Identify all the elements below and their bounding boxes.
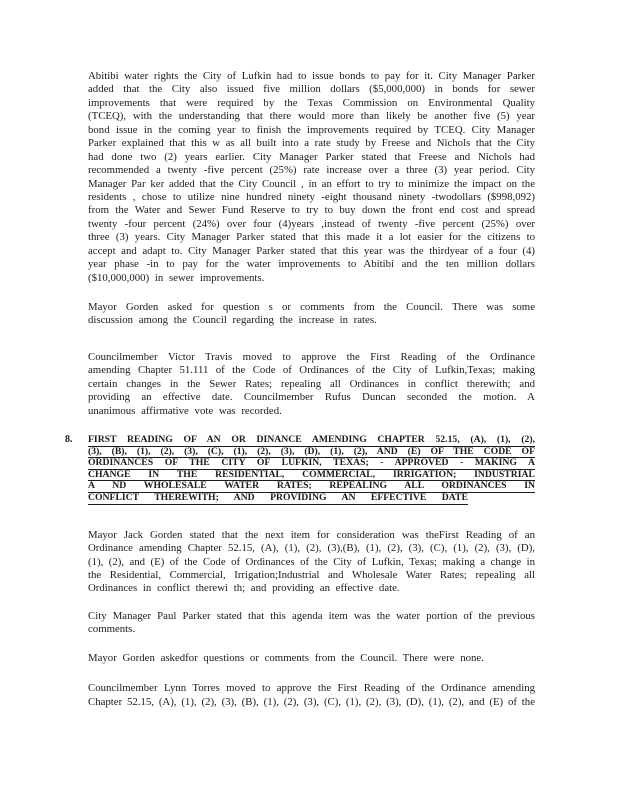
agenda-item-number: 8. bbox=[65, 434, 73, 446]
heading-line: A ND WHOLESALE WATER RATES; REPEALING ALL ORDINANCES IN bbox=[88, 480, 535, 492]
text-line: (1), (2), and (E) of the Code of Ordinances of the City of Lufkin, Texas; making a change in bbox=[88, 555, 535, 568]
text-line: Manager Par ker added that the City Council , in an effort to try to minimize the impact on the bbox=[88, 177, 535, 190]
text-line: accept and adapt to. City Manager Parker stated that this year was the thirdyear of a four (4) bbox=[88, 244, 535, 257]
text-line: Mayor Gorden askedfor questions or comments from the Council. There were none. bbox=[88, 651, 484, 664]
text-line: the Residential, Commercial, Irrigation;Industrial and Wholesale Water Rates; repealing all bbox=[88, 568, 535, 581]
text-line: Ordinances in conflict therewi th; and providing an effective date. bbox=[88, 582, 400, 595]
text-line: bond issue in the coming year to finish the improvements required by TCEQ. City Manager bbox=[88, 123, 535, 136]
paragraph-gorden-no-comments bbox=[88, 652, 535, 665]
paragraph-torres-motion-water-rates bbox=[88, 682, 535, 709]
text-line: discussion among the Council regarding the increase in rates. bbox=[88, 314, 377, 327]
text-line: (TCEQ), with the understanding that there would more than likely be another five (5) year bbox=[88, 110, 535, 123]
text-line: providing an effective date. Councilmember Rufus Duncan seconded the motion. A bbox=[88, 391, 535, 404]
text-line: had done two (2) years earlier. City Manager Parker stated that Freese and Nichols had bbox=[88, 150, 535, 163]
text-line: comments. bbox=[88, 623, 136, 636]
paragraph-gorden-next-item-water-rates bbox=[88, 529, 535, 596]
text-line: unanimous affirmative vote was recorded. bbox=[88, 404, 282, 417]
text-line: residents , chose to utilize nine hundred ninety -eight thousand ninety -twodollars ($998,092) bbox=[88, 190, 535, 203]
text-line: year phase -in to pay for the water improvements to Abitibi and the ten million dollars bbox=[88, 258, 535, 271]
heading-line: CONFLICT THEREWITH; AND PROVIDING AN EFFECTIVE DATE bbox=[88, 492, 468, 504]
paragraph-travis-motion-sewer-rates bbox=[88, 351, 535, 418]
text-line: three (3) years. City Manager Parker stated that this made it a lot easier for the citizens to bbox=[88, 231, 535, 244]
paragraph-water-sewer-bonds bbox=[88, 70, 535, 285]
text-line: added that the City also issued five million dollars ($5,000,000) in bonds for sewer bbox=[88, 83, 535, 96]
text-line: ($10,000,000) in sewer improvements. bbox=[88, 271, 265, 284]
paragraph-parker-water-portion bbox=[88, 610, 535, 637]
paragraph-mayor-questions-rates bbox=[88, 301, 535, 328]
text-line: recommended a twenty -five percent (25%) rate increase over a three (3) year period. City bbox=[88, 164, 535, 177]
text-line: Councilmember Victor Travis moved to approve the First Reading of the Ordinance bbox=[88, 350, 535, 363]
text-line: City Manager Paul Parker stated that this agenda item was the water portion of the previous bbox=[88, 609, 535, 622]
text-line: amending Chapter 51.111 of the Code of Ordinances of the City of Lufkin,Texas; making bbox=[88, 364, 535, 377]
text-line: Mayor Gorden asked for question s or comments from the Council. There was some bbox=[88, 301, 535, 313]
text-line: Councilmember Lynn Torres moved to approve the First Reading of the Ordinance amending bbox=[88, 682, 535, 695]
document-body bbox=[65, 0, 535, 709]
text-line: certain changes in the Sewer Rates; repealing all Ordinances in conflict therewith; and bbox=[88, 377, 535, 390]
text-line: Mayor Jack Gorden stated that the next item for consideration was theFirst Reading of an bbox=[88, 528, 535, 541]
text-line: from the Water and Sewer Fund Reserve to try to buy down the front end cost and spread bbox=[88, 204, 535, 217]
heading-line: FIRST READING OF AN OR DINANCE AMENDING CHAPTER 52.15, (A), (1), (2), bbox=[88, 434, 535, 446]
text-line: twenty -four percent (24%) over four (4)years ,instead of twenty -five percent (25%) over bbox=[88, 217, 535, 230]
text-line: Parker explained that this w as all built into a rate study by Freese and Nichols that the City bbox=[88, 137, 535, 150]
text-line: Chapter 52.15, (A), (1), (2), (3), (B), (1), (2), (3), (C), (1), (2), (3), (D), (1), (2), and (E) of the bbox=[88, 695, 535, 708]
text-line: Abitibi water rights the City of Lufkin had to issue bonds to pay for it. City Manager Parker bbox=[88, 70, 535, 82]
heading-line: CHANGE IN THE RESIDENTIAL, COMMERCIAL, IRRIGATION; INDUSTRIAL bbox=[88, 468, 535, 480]
text-line: Ordinance amending Chapter 52.15, (A), (1), (2), (3),(B), (1), (2), (3), (C), (1), (2), (3), (D), bbox=[88, 542, 535, 555]
heading-line: ORDINANCES OF THE CITY OF LUFKIN, TEXAS; - APPROVED - MAKING A bbox=[88, 457, 535, 469]
heading-line: (3), (B), (1), (2), (3), (C), (1), (2), (3), (D), (1), (2), AND (E) OF THE CODE OF bbox=[88, 445, 535, 457]
text-line: improvements that were required by the Texas Commission on Environmental Quality bbox=[88, 96, 535, 109]
agenda-item-8-heading bbox=[65, 434, 535, 505]
